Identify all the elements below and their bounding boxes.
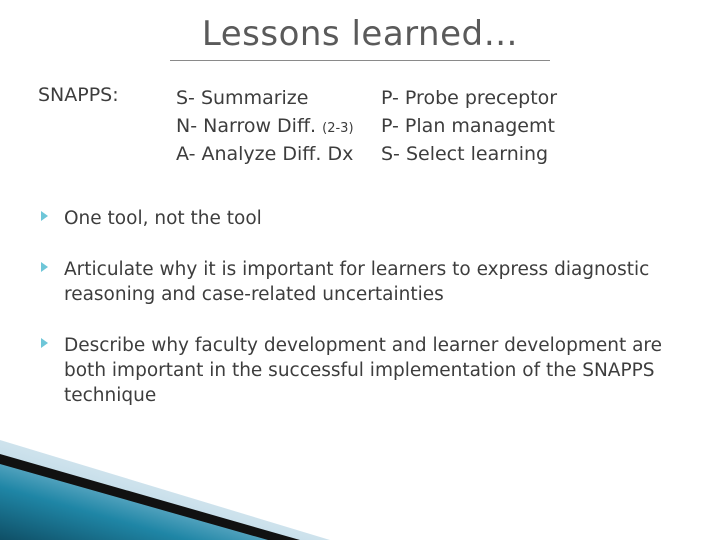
list-item: [38, 257, 688, 307]
snapps-row: [176, 112, 720, 140]
snapps-cell-left: [176, 84, 381, 112]
snapps-step-text: S- Summarize: [176, 87, 309, 109]
snapps-step-note: (2-3): [322, 121, 354, 136]
snapps-cell-left: [176, 140, 381, 168]
snapps-cell-right: P- Probe preceptor: [381, 87, 558, 109]
list-item: [38, 333, 688, 408]
snapps-row: [176, 84, 720, 112]
title-underline-divider: [170, 60, 550, 61]
list-item-text: Articulate why it is important for learners to express diagnostic reasoning and case-related uncertainties: [64, 259, 650, 305]
snapps-step-text: N- Narrow Diff.: [176, 115, 317, 137]
snapps-step-text: A- Analyze Diff. Dx: [176, 143, 354, 165]
page-title: Lessons learned…: [201, 14, 519, 54]
list-item-text: Describe why faculty development and learner development are both important in the successful implementation of the SNAPPS technique: [64, 335, 663, 406]
snapps-cell-right: S- Select learning: [381, 143, 549, 165]
list-item-text: One tool, not the tool: [64, 208, 262, 229]
snapps-cell-left: [176, 112, 381, 140]
snapps-row: [176, 140, 720, 168]
snapps-label: SNAPPS:: [38, 84, 119, 106]
snapps-cell-right: P- Plan managemt: [381, 115, 555, 137]
triangle-bullet-icon: [41, 338, 48, 348]
corner-decoration: [0, 430, 330, 540]
triangle-bullet-icon: [41, 262, 48, 272]
bullet-list: [38, 206, 688, 434]
corner-decoration-graphic: [0, 430, 330, 540]
list-item: [38, 206, 688, 231]
snapps-grid: [176, 84, 720, 168]
triangle-bullet-icon: [41, 211, 48, 221]
